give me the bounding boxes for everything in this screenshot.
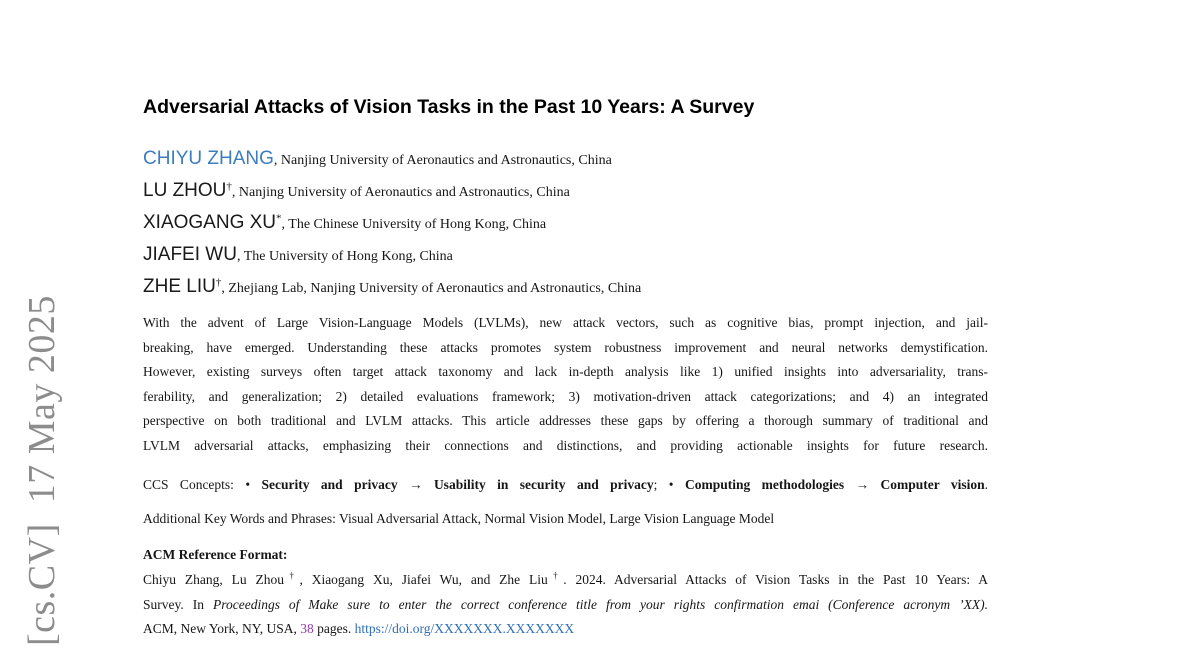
abstract (143, 311, 988, 458)
ccs-arrow: → (844, 477, 881, 492)
author-affiliation: , Nanjing University of Aeronautics and Astronautics, China (231, 185, 570, 200)
author-row (143, 143, 988, 175)
author-name: LU ZHOU (143, 180, 227, 201)
ccs-arrow: → (397, 477, 434, 492)
author-affiliation: , Nanjing University of Aeronautics and Astronautics, China (273, 153, 612, 168)
author-superscript: † (215, 276, 222, 289)
ccs-concept: Security and privacy (261, 477, 398, 492)
ccs-concepts (143, 473, 988, 498)
reference-line (143, 568, 988, 593)
reference-text: , Xiaogang Xu, Jiafei Wu, and Zhe Liu (299, 572, 548, 587)
abstract-line: perspective on both traditional and LVLM attacks. This article addresses these gaps by offering a thorough summary of traditional and (143, 413, 988, 428)
ccs-target: Usability in security and privacy (433, 477, 654, 492)
author-row (143, 239, 988, 271)
author-affiliation: , Zhejiang Lab, Nanjing University of Aeronautics and Astronautics, China (221, 281, 642, 296)
paper-title: Adversarial Attacks of Vision Tasks in the Past 10 Years: A Survey (143, 96, 755, 118)
ccs-bullet: • (668, 477, 685, 492)
reference-text: pages. (313, 621, 355, 636)
reference-line (143, 617, 988, 642)
keywords-line: Additional Key Words and Phrases: Visual Adversarial Attack, Normal Vision Model, Large Vision Language Model (143, 511, 775, 526)
reference-superscript: † (283, 570, 300, 581)
author-row (143, 271, 988, 303)
ccs-target: Computer vision (880, 477, 985, 492)
author-name: XIAOGANG XU (143, 212, 277, 233)
author-name: ZHE LIU (143, 276, 216, 297)
acm-reference-block (143, 568, 988, 642)
ccs-separator: ; (653, 477, 669, 492)
author-affiliation: , The University of Hong Kong, China (236, 249, 453, 264)
doi-link[interactable]: https://doi.org/XXXXXXX.XXXXXXX (354, 621, 575, 636)
abstract-line: LVLM adversarial attacks, emphasizing their connections and distinctions, and providing actionable insights for future research. (143, 437, 988, 453)
author-affiliation: , The Chinese University of Hong Kong, China (281, 217, 547, 232)
abstract-line: With the advent of Large Vision-Language Models (LVLMs), new attack vectors, such as cognitive bias, prompt injection, and jail- (143, 315, 988, 330)
author-row (143, 207, 988, 239)
abstract-line: However, existing surveys often target attack taxonomy and lack in-depth analysis like 1) unified insights into adversariality, trans- (143, 364, 988, 379)
reference-superscript: † (547, 570, 564, 581)
author-superscript: † (226, 180, 232, 193)
acm-reference-heading: ACM Reference Format: (143, 547, 288, 562)
author-name-link[interactable]: CHIYU ZHANG (143, 148, 274, 169)
author-superscript: * (276, 212, 282, 225)
ccs-bullet: • (245, 477, 262, 492)
reference-text: . 2024. Adversarial Attacks of Vision Tasks in the Past 10 Years: A (563, 572, 989, 587)
arxiv-banner: [cs.CV] 17 May 2025 (21, 295, 63, 646)
reference-line (143, 593, 988, 618)
reference-text: ACM, New York, NY, USA, (143, 621, 301, 636)
ccs-period: . (984, 477, 989, 492)
reference-proceedings-title: Proceedings of Make sure to enter the correct conference title from your rights confirmation emai (Conference acronym ’XX). (212, 596, 988, 612)
page-count: 38 (300, 621, 314, 636)
author-row (143, 175, 988, 207)
author-list (143, 143, 988, 303)
author-name: JIAFEI WU (143, 244, 237, 265)
ccs-concept: Computing methodologies (684, 477, 845, 492)
ccs-label: CCS Concepts: (143, 477, 246, 492)
reference-text: Survey. In (143, 596, 213, 612)
abstract-line: ferability, and generalization; 2) detailed evaluations framework; 3) motivation-driven attack categorizations; and 4) an integrated (143, 388, 988, 404)
abstract-line: breaking, have emerged. Understanding these attacks promotes system robustness improvement and neural networks demystification. (143, 339, 988, 355)
reference-text: Chiyu Zhang, Lu Zhou (143, 572, 284, 587)
